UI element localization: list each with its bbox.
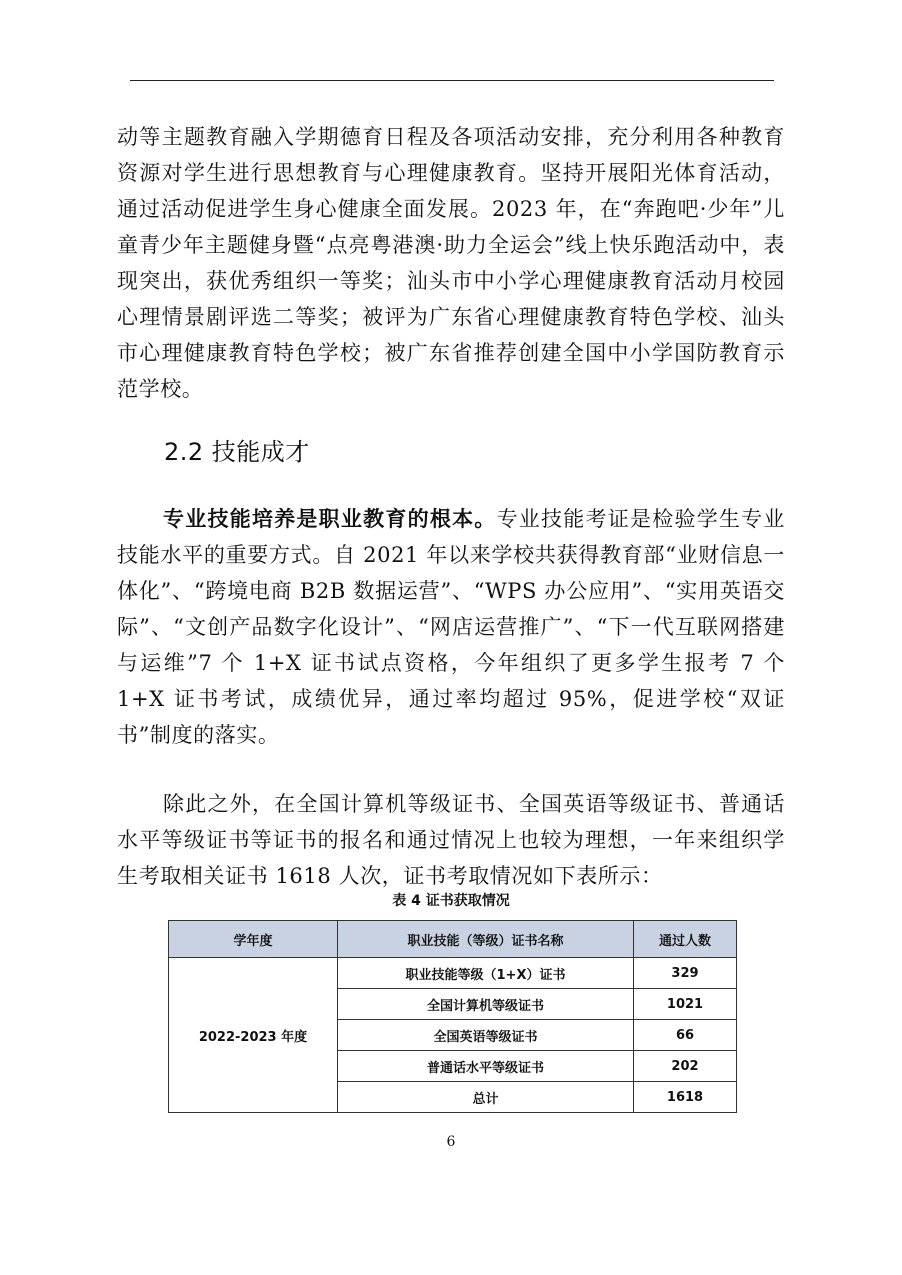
- academic-year-cell: 2022-2023 年度: [169, 958, 338, 1113]
- certificate-name-cell: 职业技能等级（1+X）证书: [338, 958, 634, 989]
- paragraph-certificates: 除此之外，在全国计算机等级证书、全国英语等级证书、普通话水平等级证书等证书的报名和通过情况上也较为理想，一年来组织学生考取相关证书 1618 人次，证书考取情况如下表所示：: [117, 792, 785, 888]
- header-certificate-name: 职业技能（等级）证书名称: [338, 921, 634, 958]
- paragraph-moral-education: 动等主题教育融入学期德育日程及各项活动安排，充分利用各种教育资源对学生进行思想教育与心理健康教育。坚持开展阳光体育活动，通过活动促进学生身心健康全面发展。2023 年，在“奔跑吧·少年”儿童青少年主题健身暨“点亮粤港澳·助力全运会”线上快乐跑活动中，表现突出，获优秀组织一等奖；汕头市中小学心理健康教育活动月校园心理情景剧评选二等奖；被评为广东省心理健康教育特色学校、汕头市心理健康教育特色学校；被广东省推荐创建全国中小学国防教育示范学校。: [117, 125, 785, 401]
- total-label-cell: 总计: [338, 1082, 634, 1113]
- page-number: 6: [446, 1134, 456, 1150]
- certificate-table: [168, 920, 737, 1113]
- paragraph-skills: [117, 501, 785, 753]
- table-header-row: [169, 921, 737, 958]
- header-pass-count: 通过人数: [634, 921, 737, 958]
- table-caption: 表 4 证书获取情况: [392, 893, 510, 909]
- pass-count-cell: 66: [634, 1020, 737, 1051]
- table-row: [169, 958, 737, 989]
- pass-count-cell: 202: [634, 1051, 737, 1082]
- paragraph-skills-body: 专业技能考证是检验学生专业技能水平的重要方式。自 2021 年以来学校共获得教育部“业财信息一体化”、“跨境电商 B2B 数据运营”、“WPS 办公应用”、“实用英语交际”、“文创产品数字化设计”、“网店运营推广”、“下一代互联网搭建与运维”7 个 1+X 证书试点资格，今年组织了更多学生报考 7 个 1+X 证书考试，成绩优异，通过率均超过 95%，促进学校“双证书”制度的落实。: [117, 507, 786, 747]
- paragraph-lead-sentence: 专业技能培养是职业教育的根本。: [163, 507, 497, 531]
- header-academic-year: 学年度: [169, 921, 338, 958]
- pass-count-cell: 329: [634, 958, 737, 989]
- certificate-name-cell: 普通话水平等级证书: [338, 1051, 634, 1082]
- certificate-name-cell: 全国计算机等级证书: [338, 989, 634, 1020]
- certificate-name-cell: 全国英语等级证书: [338, 1020, 634, 1051]
- header-rule: [130, 80, 774, 81]
- section-heading: 2.2 技能成才: [164, 438, 310, 466]
- pass-count-cell: 1021: [634, 989, 737, 1020]
- total-count-cell: 1618: [634, 1082, 737, 1113]
